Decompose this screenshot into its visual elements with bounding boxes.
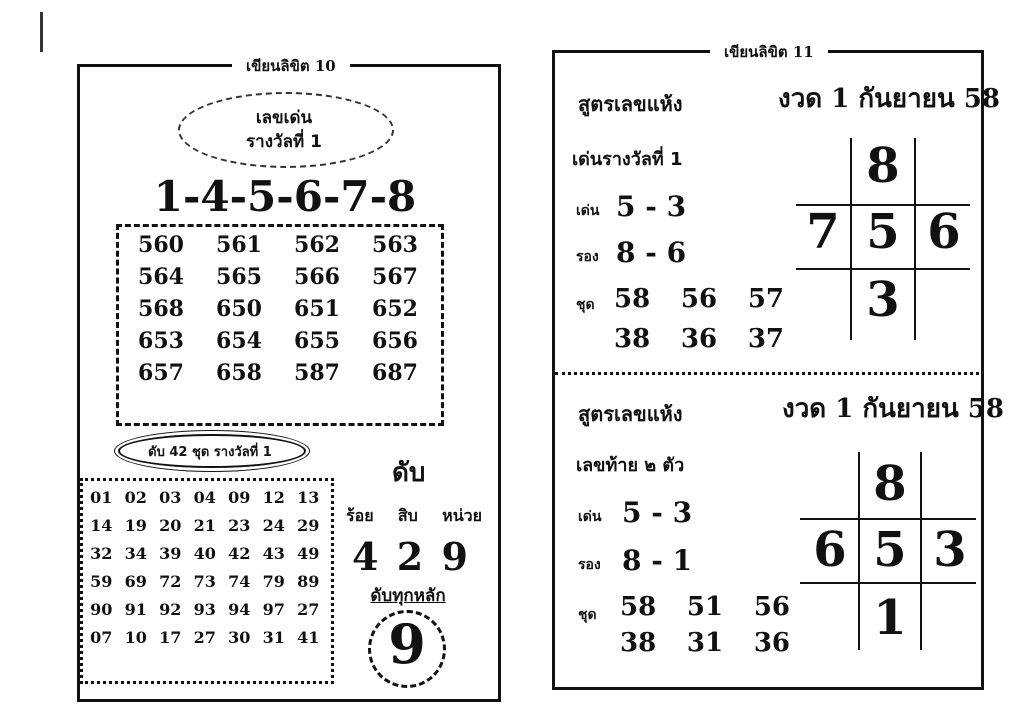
number-cell: 563 (372, 232, 418, 258)
pair-cell: 27 (297, 600, 320, 619)
section2-set-value: 31 (686, 628, 724, 658)
number-cell: 567 (372, 264, 418, 290)
pair-cell: 41 (297, 628, 320, 647)
section1-subtitle: เด่นรางวัลที่ 1 (572, 149, 683, 170)
number-grid (122, 232, 434, 386)
number-cell: 562 (294, 232, 340, 258)
place-header-tens: สิบ (397, 506, 418, 525)
all-positions-label: ดับทุกหลัก (370, 586, 446, 606)
pair-cell: 97 (262, 600, 285, 619)
section1-set-value: 56 (680, 284, 718, 314)
pair-cell: 14 (90, 516, 113, 535)
pair-cell: 19 (124, 516, 147, 535)
section1-set-row2 (614, 324, 784, 354)
section1-cross-bottom: 3 (866, 272, 900, 328)
section2-set-value: 58 (620, 592, 657, 622)
number-cell: 587 (294, 360, 340, 386)
pair-cell: 32 (90, 544, 113, 563)
place-digits (352, 534, 468, 579)
number-cell: 655 (294, 328, 340, 354)
pair-grid (84, 488, 328, 647)
section2-subtitle: เลขท้าย ๒ ตัว (576, 455, 685, 476)
pair-cell: 34 (124, 544, 147, 563)
section2-cross-top: 8 (873, 456, 907, 512)
number-cell: 652 (372, 296, 418, 322)
number-cell: 565 (216, 264, 262, 290)
section1-set-row1 (614, 284, 784, 314)
section1-cross-right: 6 (927, 204, 961, 260)
section2-cross-line (800, 518, 976, 520)
place-digit-units: 9 (441, 534, 468, 579)
section2-lead-values: 5 - 3 (622, 496, 693, 529)
pair-cell: 12 (262, 488, 285, 507)
section2-formula-title: สูตรเลขแห้ง (578, 402, 683, 426)
place-header-hundreds: ร้อย (346, 506, 374, 525)
pair-cell: 73 (193, 572, 216, 591)
section2-set-label: ชุด (578, 607, 597, 623)
number-cell: 560 (138, 232, 184, 258)
section1-set-value: 36 (680, 324, 718, 354)
section1-cross-left: 7 (806, 204, 840, 260)
section2-lead-label: เด่น (578, 509, 602, 525)
section1-lead-label: เด่น (576, 203, 600, 219)
section1-set-value: 37 (747, 324, 784, 354)
number-cell: 657 (138, 360, 184, 386)
section1-cross-top: 8 (866, 138, 900, 194)
binding-mark (40, 12, 43, 52)
section2-cross-bottom: 1 (873, 590, 907, 646)
number-cell: 650 (216, 296, 262, 322)
dab-pill-label: ดับ 42 ชุด รางวัลที่ 1 (148, 445, 272, 460)
pair-cell: 01 (90, 488, 113, 507)
pair-cell: 24 (262, 516, 285, 535)
dab-title: ดับ (392, 458, 426, 488)
section1-set-value: 58 (614, 284, 651, 314)
section2-cross-left: 6 (813, 522, 847, 578)
pair-cell: 27 (193, 628, 216, 647)
pair-cell: 89 (297, 572, 320, 591)
section1-set-value: 57 (747, 284, 784, 314)
section2-second-label: รอง (578, 557, 601, 573)
all-positions-digit: 9 (388, 612, 426, 676)
pair-cell: 21 (193, 516, 216, 535)
left-page-label: เขียนลิขิต 10 (232, 54, 350, 78)
pair-cell: 93 (193, 600, 216, 619)
pair-cell: 69 (124, 572, 147, 591)
number-cell: 651 (294, 296, 340, 322)
pair-cell: 92 (159, 600, 182, 619)
section-divider (555, 372, 979, 375)
section1-cross-line (796, 268, 970, 270)
number-cell: 658 (216, 360, 262, 386)
number-cell: 568 (138, 296, 184, 322)
pair-cell: 20 (159, 516, 182, 535)
section2-set-value: 51 (686, 592, 724, 622)
pair-cell: 31 (262, 628, 285, 647)
pair-cell: 04 (193, 488, 216, 507)
section2-second-values: 8 - 1 (622, 544, 693, 577)
pair-cell: 29 (297, 516, 320, 535)
pair-cell: 42 (228, 544, 251, 563)
number-cell: 566 (294, 264, 340, 290)
pair-cell: 49 (297, 544, 320, 563)
pair-cell: 39 (159, 544, 182, 563)
featured-oval-line1: เลขเด่น (255, 108, 313, 128)
place-digit-tens: 2 (396, 534, 424, 579)
pair-cell: 94 (228, 600, 251, 619)
number-cell: 564 (138, 264, 184, 290)
section2-set-row1 (620, 592, 790, 622)
section2-set-value: 36 (753, 628, 790, 658)
section1-second-label: รอง (576, 249, 599, 265)
pair-cell: 59 (90, 572, 113, 591)
pair-cell: 90 (90, 600, 113, 619)
pair-cell: 17 (159, 628, 182, 647)
section1-cross-center: 5 (866, 204, 900, 260)
number-cell: 656 (372, 328, 418, 354)
pair-cell: 30 (228, 628, 251, 647)
number-cell: 561 (216, 232, 262, 258)
pair-cell: 03 (159, 488, 182, 507)
pair-cell: 91 (124, 600, 147, 619)
number-cell: 687 (372, 360, 418, 386)
section2-draw-date: งวด 1 กันยายน 58 (782, 394, 1004, 424)
section2-set-row2 (620, 628, 790, 658)
pair-cell: 43 (262, 544, 285, 563)
section2-set-value: 38 (620, 628, 657, 658)
section1-set-value: 38 (614, 324, 651, 354)
section2-cross-center: 5 (873, 522, 907, 578)
pair-cell: 72 (159, 572, 182, 591)
number-cell: 653 (138, 328, 184, 354)
pair-cell: 40 (193, 544, 216, 563)
pair-cell: 79 (262, 572, 285, 591)
section1-second-values: 8 - 6 (616, 236, 687, 269)
pair-cell: 13 (297, 488, 320, 507)
section1-draw-date: งวด 1 กันยายน 58 (778, 84, 1000, 114)
section2-cross-right: 3 (933, 522, 967, 578)
pair-cell: 02 (124, 488, 147, 507)
pair-cell: 07 (90, 628, 113, 647)
right-page-label: เขียนลิขิต 11 (710, 40, 828, 64)
place-digit-hundreds: 4 (352, 534, 379, 579)
featured-digits: 1-4-5-6-7-8 (153, 172, 417, 221)
pair-cell: 23 (228, 516, 251, 535)
featured-oval-line2: รางวัลที่ 1 (246, 132, 322, 152)
section2-set-value: 56 (753, 592, 790, 622)
section1-set-label: ชุด (576, 297, 595, 313)
pair-cell: 09 (228, 488, 251, 507)
place-headers (346, 504, 482, 529)
section1-lead-values: 5 - 3 (616, 190, 687, 223)
section1-formula-title: สูตรเลขแห้ง (578, 92, 683, 116)
pair-cell: 74 (228, 572, 251, 591)
number-cell: 654 (216, 328, 262, 354)
pair-cell: 10 (124, 628, 147, 647)
place-header-units: หน่วย (442, 506, 482, 525)
section2-cross-line (800, 582, 976, 584)
